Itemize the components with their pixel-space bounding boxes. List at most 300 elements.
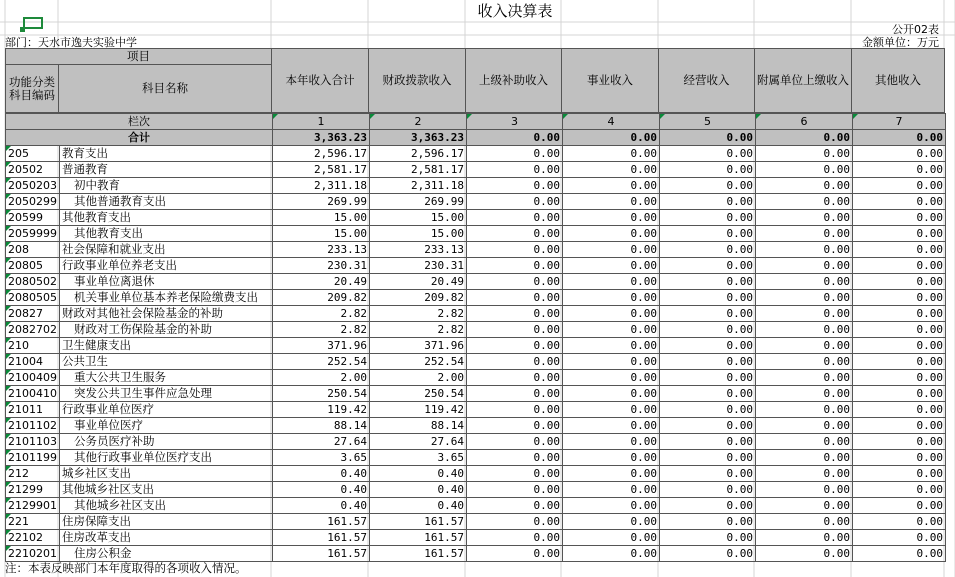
subject-name-cell[interactable]: 其他教育支出 (60, 226, 273, 242)
value-cell[interactable]: 0.00 (563, 306, 660, 322)
value-cell[interactable]: 0.00 (756, 450, 853, 466)
subject-name-cell[interactable]: 城乡社区支出 (60, 466, 273, 482)
func-code-cell[interactable] (6, 210, 60, 226)
value-cell[interactable]: 0.40 (273, 498, 370, 514)
value-cell[interactable]: 0.00 (563, 514, 660, 530)
value-cell[interactable]: 0.00 (660, 418, 756, 434)
value-cell[interactable]: 2,581.17 (273, 162, 370, 178)
value-cell[interactable]: 0.00 (563, 162, 660, 178)
value-cell[interactable]: 0.00 (563, 146, 660, 162)
value-cell[interactable]: 0.00 (563, 418, 660, 434)
value-cell[interactable]: 0.00 (563, 290, 660, 306)
func-code-cell[interactable] (6, 258, 60, 274)
header-col-4[interactable]: 事业收入 (562, 49, 659, 113)
value-cell[interactable]: 0.00 (756, 242, 853, 258)
value-cell[interactable]: 0.00 (467, 418, 563, 434)
subject-name-cell[interactable]: 初中教育 (60, 178, 273, 194)
value-cell[interactable]: 0.00 (563, 338, 660, 354)
subject-name-cell[interactable]: 公务员医疗补助 (60, 434, 273, 450)
value-cell[interactable]: 0.00 (853, 178, 946, 194)
value-cell[interactable]: 0.00 (467, 178, 563, 194)
subject-name-cell[interactable]: 其他教育支出 (60, 210, 273, 226)
value-cell[interactable]: 0.00 (563, 226, 660, 242)
value-cell[interactable]: 0.00 (660, 306, 756, 322)
total-value-cell[interactable]: 0.00 (756, 130, 853, 146)
value-cell[interactable]: 0.00 (563, 546, 660, 562)
value-cell[interactable]: 0.00 (756, 482, 853, 498)
func-code-cell[interactable] (6, 194, 60, 210)
subject-name-cell[interactable]: 社会保障和就业支出 (60, 242, 273, 258)
value-cell[interactable]: 0.00 (853, 194, 946, 210)
value-cell[interactable]: 0.00 (853, 450, 946, 466)
value-cell[interactable]: 0.00 (563, 258, 660, 274)
value-cell[interactable]: 0.00 (467, 354, 563, 370)
value-cell[interactable]: 0.00 (853, 546, 946, 562)
value-cell[interactable]: 0.00 (756, 530, 853, 546)
value-cell[interactable]: 3.65 (370, 450, 467, 466)
value-cell[interactable]: 0.00 (853, 514, 946, 530)
value-cell[interactable]: 0.00 (756, 226, 853, 242)
func-code-cell[interactable] (6, 354, 60, 370)
table-header (5, 48, 945, 113)
value-cell[interactable]: 0.00 (756, 162, 853, 178)
value-cell[interactable]: 0.00 (853, 242, 946, 258)
cell-marker (756, 114, 761, 119)
value-cell[interactable]: 0.00 (563, 194, 660, 210)
cell-marker (6, 402, 11, 407)
value-cell[interactable]: 0.00 (756, 178, 853, 194)
subject-name-cell[interactable]: 住房公积金 (60, 546, 273, 562)
value-cell[interactable]: 230.31 (273, 258, 370, 274)
header-col-5[interactable]: 经营收入 (659, 49, 755, 113)
value-cell[interactable]: 0.00 (467, 338, 563, 354)
total-row (6, 130, 946, 146)
value-cell[interactable]: 20.49 (370, 274, 467, 290)
func-code-cell[interactable] (6, 162, 60, 178)
func-code-cell[interactable] (6, 498, 60, 514)
value-cell[interactable]: 0.00 (853, 274, 946, 290)
subject-name-cell[interactable]: 财政对工伤保险基金的补助 (60, 322, 273, 338)
func-code-text: 2080502 (8, 275, 57, 288)
value-cell[interactable]: 0.00 (756, 354, 853, 370)
value-cell[interactable]: 0.00 (756, 274, 853, 290)
cell-marker (6, 242, 11, 247)
subject-name-cell[interactable]: 突发公共卫生事件应急处理 (60, 386, 273, 402)
subject-name-cell[interactable]: 其他行政事业单位医疗支出 (60, 450, 273, 466)
value-cell[interactable]: 269.99 (370, 194, 467, 210)
func-code-cell[interactable] (6, 338, 60, 354)
table-row (6, 146, 946, 162)
value-cell[interactable]: 0.00 (467, 498, 563, 514)
value-cell[interactable]: 0.00 (467, 242, 563, 258)
value-cell[interactable]: 209.82 (370, 290, 467, 306)
total-value-cell[interactable]: 3,363.23 (273, 130, 370, 146)
value-cell[interactable]: 0.00 (660, 466, 756, 482)
value-cell[interactable]: 0.00 (467, 146, 563, 162)
value-cell[interactable]: 0.40 (273, 466, 370, 482)
value-cell[interactable]: 0.00 (563, 498, 660, 514)
value-cell[interactable]: 0.00 (853, 466, 946, 482)
value-cell[interactable]: 0.00 (756, 146, 853, 162)
value-cell[interactable]: 0.00 (756, 322, 853, 338)
subject-name-cell[interactable]: 住房保障支出 (60, 514, 273, 530)
value-cell[interactable]: 0.00 (660, 402, 756, 418)
cell-marker (6, 530, 11, 535)
cell-marker (6, 450, 11, 455)
value-cell[interactable]: 88.14 (273, 418, 370, 434)
value-cell[interactable]: 0.00 (853, 210, 946, 226)
value-cell[interactable]: 0.00 (660, 434, 756, 450)
value-cell[interactable]: 0.40 (370, 482, 467, 498)
header-col-2[interactable]: 财政拨款收入 (369, 49, 466, 113)
value-cell[interactable]: 0.00 (660, 146, 756, 162)
value-cell[interactable]: 2,596.17 (273, 146, 370, 162)
value-cell[interactable]: 0.00 (467, 482, 563, 498)
value-cell[interactable]: 2,581.17 (370, 162, 467, 178)
subject-name-cell[interactable]: 行政事业单位养老支出 (60, 258, 273, 274)
subject-name-cell[interactable]: 重大公共卫生服务 (60, 370, 273, 386)
value-cell[interactable]: 250.54 (273, 386, 370, 402)
value-cell[interactable]: 0.00 (660, 514, 756, 530)
value-cell[interactable]: 161.57 (273, 546, 370, 562)
value-cell[interactable]: 0.00 (660, 450, 756, 466)
func-code-cell[interactable] (6, 450, 60, 466)
value-cell[interactable]: 0.00 (660, 178, 756, 194)
column-number-cell[interactable]: 5 (660, 114, 756, 130)
value-cell[interactable]: 0.40 (370, 498, 467, 514)
func-code-cell[interactable] (6, 274, 60, 290)
subject-name-cell[interactable]: 行政事业单位医疗 (60, 402, 273, 418)
value-cell[interactable]: 15.00 (273, 210, 370, 226)
cell-marker (6, 322, 11, 327)
value-cell[interactable]: 233.13 (273, 242, 370, 258)
cell-marker (6, 482, 11, 487)
total-value-cell[interactable]: 3,363.23 (370, 130, 467, 146)
value-cell[interactable]: 0.00 (563, 402, 660, 418)
value-cell[interactable]: 233.13 (370, 242, 467, 258)
footer-note: 注：本表反映部门本年度取得的各项收入情况。 (5, 561, 247, 575)
table-row (6, 354, 946, 370)
unit-label: 金额单位：万元 (862, 36, 939, 49)
func-code-cell[interactable] (6, 178, 60, 194)
cell-marker (563, 114, 568, 119)
value-cell[interactable]: 0.00 (853, 354, 946, 370)
cell-marker (273, 114, 278, 119)
value-cell[interactable]: 0.00 (853, 290, 946, 306)
value-cell[interactable]: 0.00 (467, 434, 563, 450)
cell-marker (6, 226, 11, 231)
column-number-row (6, 114, 946, 130)
value-cell[interactable]: 0.00 (660, 498, 756, 514)
value-cell[interactable]: 252.54 (273, 354, 370, 370)
value-cell[interactable]: 0.00 (853, 418, 946, 434)
table-row (6, 482, 946, 498)
value-cell[interactable]: 0.00 (467, 450, 563, 466)
func-code-text: 2101199 (8, 451, 57, 464)
header-col-7[interactable]: 其他收入 (852, 49, 945, 113)
header-col-1[interactable]: 本年收入合计 (272, 49, 369, 113)
column-number-label[interactable]: 栏次 (6, 114, 273, 130)
func-code-cell[interactable] (6, 482, 60, 498)
value-cell[interactable]: 20.49 (273, 274, 370, 290)
subject-name-cell[interactable]: 其他城乡社区支出 (60, 482, 273, 498)
column-number-cell[interactable]: 7 (853, 114, 946, 130)
func-code-cell[interactable] (6, 386, 60, 402)
value-cell[interactable]: 0.00 (853, 434, 946, 450)
func-code-text: 21299 (8, 483, 43, 496)
subject-name-cell[interactable]: 卫生健康支出 (60, 338, 273, 354)
value-cell[interactable]: 0.00 (563, 210, 660, 226)
func-code-cell[interactable] (6, 370, 60, 386)
value-cell[interactable]: 0.00 (660, 274, 756, 290)
value-cell[interactable]: 0.00 (467, 194, 563, 210)
value-cell[interactable]: 2.82 (370, 306, 467, 322)
header-project[interactable]: 项目 (6, 49, 272, 65)
value-cell[interactable]: 161.57 (370, 514, 467, 530)
header-func-code[interactable]: 功能分类科目编码 (6, 65, 59, 113)
value-cell[interactable]: 0.00 (756, 194, 853, 210)
value-cell[interactable]: 0.00 (467, 226, 563, 242)
subject-name-cell[interactable]: 其他普通教育支出 (60, 194, 273, 210)
cell-marker (6, 306, 11, 311)
value-cell[interactable]: 0.00 (563, 322, 660, 338)
value-cell[interactable]: 0.00 (467, 274, 563, 290)
total-value-cell[interactable]: 0.00 (563, 130, 660, 146)
value-cell[interactable]: 0.00 (467, 210, 563, 226)
table-row (6, 290, 946, 306)
value-cell[interactable]: 0.00 (467, 162, 563, 178)
value-cell[interactable]: 0.00 (853, 402, 946, 418)
value-cell[interactable]: 0.00 (853, 386, 946, 402)
cell-marker (6, 194, 11, 199)
header-col-6[interactable]: 附属单位上缴收入 (755, 49, 852, 113)
subject-name-cell[interactable]: 事业单位离退休 (60, 274, 273, 290)
column-number-cell[interactable]: 3 (467, 114, 563, 130)
value-cell[interactable]: 0.00 (467, 466, 563, 482)
value-cell[interactable]: 161.57 (370, 546, 467, 562)
func-code-cell[interactable] (6, 146, 60, 162)
table-row (6, 242, 946, 258)
value-cell[interactable]: 0.00 (853, 146, 946, 162)
value-cell[interactable]: 0.00 (853, 338, 946, 354)
func-code-text: 20502 (8, 163, 43, 176)
cell-marker (6, 434, 11, 439)
table-row (6, 194, 946, 210)
value-cell[interactable]: 0.00 (467, 258, 563, 274)
value-cell[interactable]: 2.00 (273, 370, 370, 386)
value-cell[interactable]: 0.00 (853, 226, 946, 242)
value-cell[interactable]: 0.00 (660, 242, 756, 258)
value-cell[interactable]: 0.00 (853, 162, 946, 178)
value-cell[interactable]: 0.00 (756, 514, 853, 530)
subject-name-cell[interactable]: 其他城乡社区支出 (60, 498, 273, 514)
value-cell[interactable]: 0.00 (660, 546, 756, 562)
value-cell[interactable]: 0.00 (467, 370, 563, 386)
value-cell[interactable]: 371.96 (370, 338, 467, 354)
value-cell[interactable]: 0.00 (563, 466, 660, 482)
func-code-cell[interactable] (6, 434, 60, 450)
value-cell[interactable]: 0.00 (660, 322, 756, 338)
func-code-cell[interactable] (6, 290, 60, 306)
value-cell[interactable]: 0.00 (467, 402, 563, 418)
value-cell[interactable]: 0.00 (660, 226, 756, 242)
value-cell[interactable]: 0.00 (467, 322, 563, 338)
value-cell[interactable]: 371.96 (273, 338, 370, 354)
value-cell[interactable]: 0.00 (756, 338, 853, 354)
value-cell[interactable]: 0.00 (756, 498, 853, 514)
value-cell[interactable]: 0.00 (467, 290, 563, 306)
cell-marker (6, 514, 11, 519)
value-cell[interactable]: 88.14 (370, 418, 467, 434)
header-col-3[interactable]: 上级补助收入 (466, 49, 562, 113)
total-value-cell[interactable]: 0.00 (853, 130, 946, 146)
value-cell[interactable]: 161.57 (370, 530, 467, 546)
func-code-text: 210 (8, 339, 29, 352)
value-cell[interactable]: 161.57 (273, 514, 370, 530)
func-code-text: 2101103 (8, 435, 57, 448)
value-cell[interactable]: 0.00 (563, 370, 660, 386)
value-cell[interactable]: 0.00 (660, 258, 756, 274)
value-cell[interactable]: 209.82 (273, 290, 370, 306)
value-cell[interactable]: 0.40 (370, 466, 467, 482)
value-cell[interactable]: 0.00 (756, 306, 853, 322)
value-cell[interactable]: 2.82 (370, 322, 467, 338)
func-code-cell[interactable] (6, 306, 60, 322)
func-code-text: 21011 (8, 403, 43, 416)
value-cell[interactable]: 119.42 (273, 402, 370, 418)
subject-name-cell[interactable]: 住房改革支出 (60, 530, 273, 546)
value-cell[interactable]: 15.00 (370, 210, 467, 226)
value-cell[interactable]: 15.00 (370, 226, 467, 242)
subject-name-cell[interactable]: 事业单位医疗 (60, 418, 273, 434)
value-cell[interactable]: 0.00 (563, 354, 660, 370)
value-cell[interactable]: 3.65 (273, 450, 370, 466)
column-number-cell[interactable]: 2 (370, 114, 467, 130)
value-cell[interactable]: 2,311.18 (370, 178, 467, 194)
value-cell[interactable]: 0.00 (660, 354, 756, 370)
value-cell[interactable]: 0.00 (756, 402, 853, 418)
value-cell[interactable]: 2,596.17 (370, 146, 467, 162)
value-cell[interactable]: 230.31 (370, 258, 467, 274)
func-code-cell[interactable] (6, 226, 60, 242)
func-code-text: 2210201 (8, 547, 57, 560)
value-cell[interactable]: 0.00 (467, 546, 563, 562)
total-value-cell[interactable]: 0.00 (660, 130, 756, 146)
value-cell[interactable]: 0.00 (853, 370, 946, 386)
value-cell[interactable]: 0.00 (563, 274, 660, 290)
value-cell[interactable]: 0.00 (756, 418, 853, 434)
func-code-text: 21004 (8, 355, 43, 368)
column-number-cell[interactable]: 4 (563, 114, 660, 130)
value-cell[interactable]: 0.00 (563, 450, 660, 466)
value-cell[interactable]: 0.00 (563, 482, 660, 498)
value-cell[interactable]: 0.00 (853, 322, 946, 338)
value-cell[interactable]: 0.00 (467, 386, 563, 402)
cell-marker (6, 258, 11, 263)
func-code-cell[interactable] (6, 514, 60, 530)
value-cell[interactable]: 0.00 (660, 482, 756, 498)
value-cell[interactable]: 0.00 (756, 290, 853, 306)
subject-name-cell[interactable]: 机关事业单位基本养老保险缴费支出 (60, 290, 273, 306)
header-subject-name[interactable]: 科目名称 (59, 65, 272, 113)
func-code-cell[interactable] (6, 402, 60, 418)
value-cell[interactable]: 0.00 (853, 482, 946, 498)
value-cell[interactable]: 15.00 (273, 226, 370, 242)
value-cell[interactable]: 0.00 (756, 546, 853, 562)
value-cell[interactable]: 0.00 (756, 210, 853, 226)
value-cell[interactable]: 0.00 (853, 258, 946, 274)
subject-name-cell[interactable]: 财政对其他社会保险基金的补助 (60, 306, 273, 322)
total-label[interactable]: 合计 (6, 130, 273, 146)
table-row (6, 258, 946, 274)
value-cell[interactable]: 2,311.18 (273, 178, 370, 194)
cell-marker (6, 498, 11, 503)
subject-name-cell[interactable]: 教育支出 (60, 146, 273, 162)
value-cell[interactable]: 0.00 (563, 434, 660, 450)
value-cell[interactable]: 0.00 (467, 306, 563, 322)
value-cell[interactable]: 0.00 (563, 178, 660, 194)
value-cell[interactable]: 0.00 (467, 530, 563, 546)
func-code-text: 2101102 (8, 419, 57, 432)
func-code-cell[interactable] (6, 530, 60, 546)
value-cell[interactable]: 0.00 (853, 530, 946, 546)
value-cell[interactable]: 119.42 (370, 402, 467, 418)
value-cell[interactable]: 269.99 (273, 194, 370, 210)
subject-name-cell[interactable]: 普通教育 (60, 162, 273, 178)
value-cell[interactable]: 2.82 (273, 322, 370, 338)
value-cell[interactable]: 0.00 (467, 514, 563, 530)
value-cell[interactable]: 0.40 (273, 482, 370, 498)
value-cell[interactable]: 0.00 (756, 258, 853, 274)
value-cell[interactable]: 0.00 (660, 338, 756, 354)
func-code-cell[interactable] (6, 242, 60, 258)
value-cell[interactable]: 27.64 (370, 434, 467, 450)
func-code-cell[interactable] (6, 546, 60, 562)
value-cell[interactable]: 0.00 (563, 386, 660, 402)
func-code-cell[interactable] (6, 418, 60, 434)
value-cell[interactable]: 2.82 (273, 306, 370, 322)
value-cell[interactable]: 0.00 (660, 386, 756, 402)
value-cell[interactable]: 0.00 (660, 210, 756, 226)
value-cell[interactable]: 0.00 (563, 530, 660, 546)
value-cell[interactable]: 252.54 (370, 354, 467, 370)
value-cell[interactable]: 0.00 (756, 370, 853, 386)
value-cell[interactable]: 0.00 (660, 530, 756, 546)
value-cell[interactable]: 27.64 (273, 434, 370, 450)
value-cell[interactable]: 161.57 (273, 530, 370, 546)
value-cell[interactable]: 0.00 (660, 370, 756, 386)
value-cell[interactable]: 0.00 (756, 466, 853, 482)
value-cell[interactable]: 2.00 (370, 370, 467, 386)
value-cell[interactable]: 0.00 (853, 498, 946, 514)
func-code-cell[interactable] (6, 466, 60, 482)
total-value-cell[interactable]: 0.00 (467, 130, 563, 146)
value-cell[interactable]: 0.00 (853, 306, 946, 322)
func-code-text: 2100409 (8, 371, 57, 384)
func-code-cell[interactable] (6, 322, 60, 338)
value-cell[interactable]: 0.00 (660, 290, 756, 306)
fill-handle[interactable] (20, 27, 25, 32)
value-cell[interactable]: 0.00 (563, 242, 660, 258)
value-cell[interactable]: 250.54 (370, 386, 467, 402)
value-cell[interactable]: 0.00 (756, 386, 853, 402)
value-cell[interactable]: 0.00 (756, 434, 853, 450)
column-number-cell[interactable]: 6 (756, 114, 853, 130)
subject-name-cell[interactable]: 公共卫生 (60, 354, 273, 370)
value-cell[interactable]: 0.00 (660, 162, 756, 178)
column-number-cell[interactable]: 1 (273, 114, 370, 130)
value-cell[interactable]: 0.00 (660, 194, 756, 210)
